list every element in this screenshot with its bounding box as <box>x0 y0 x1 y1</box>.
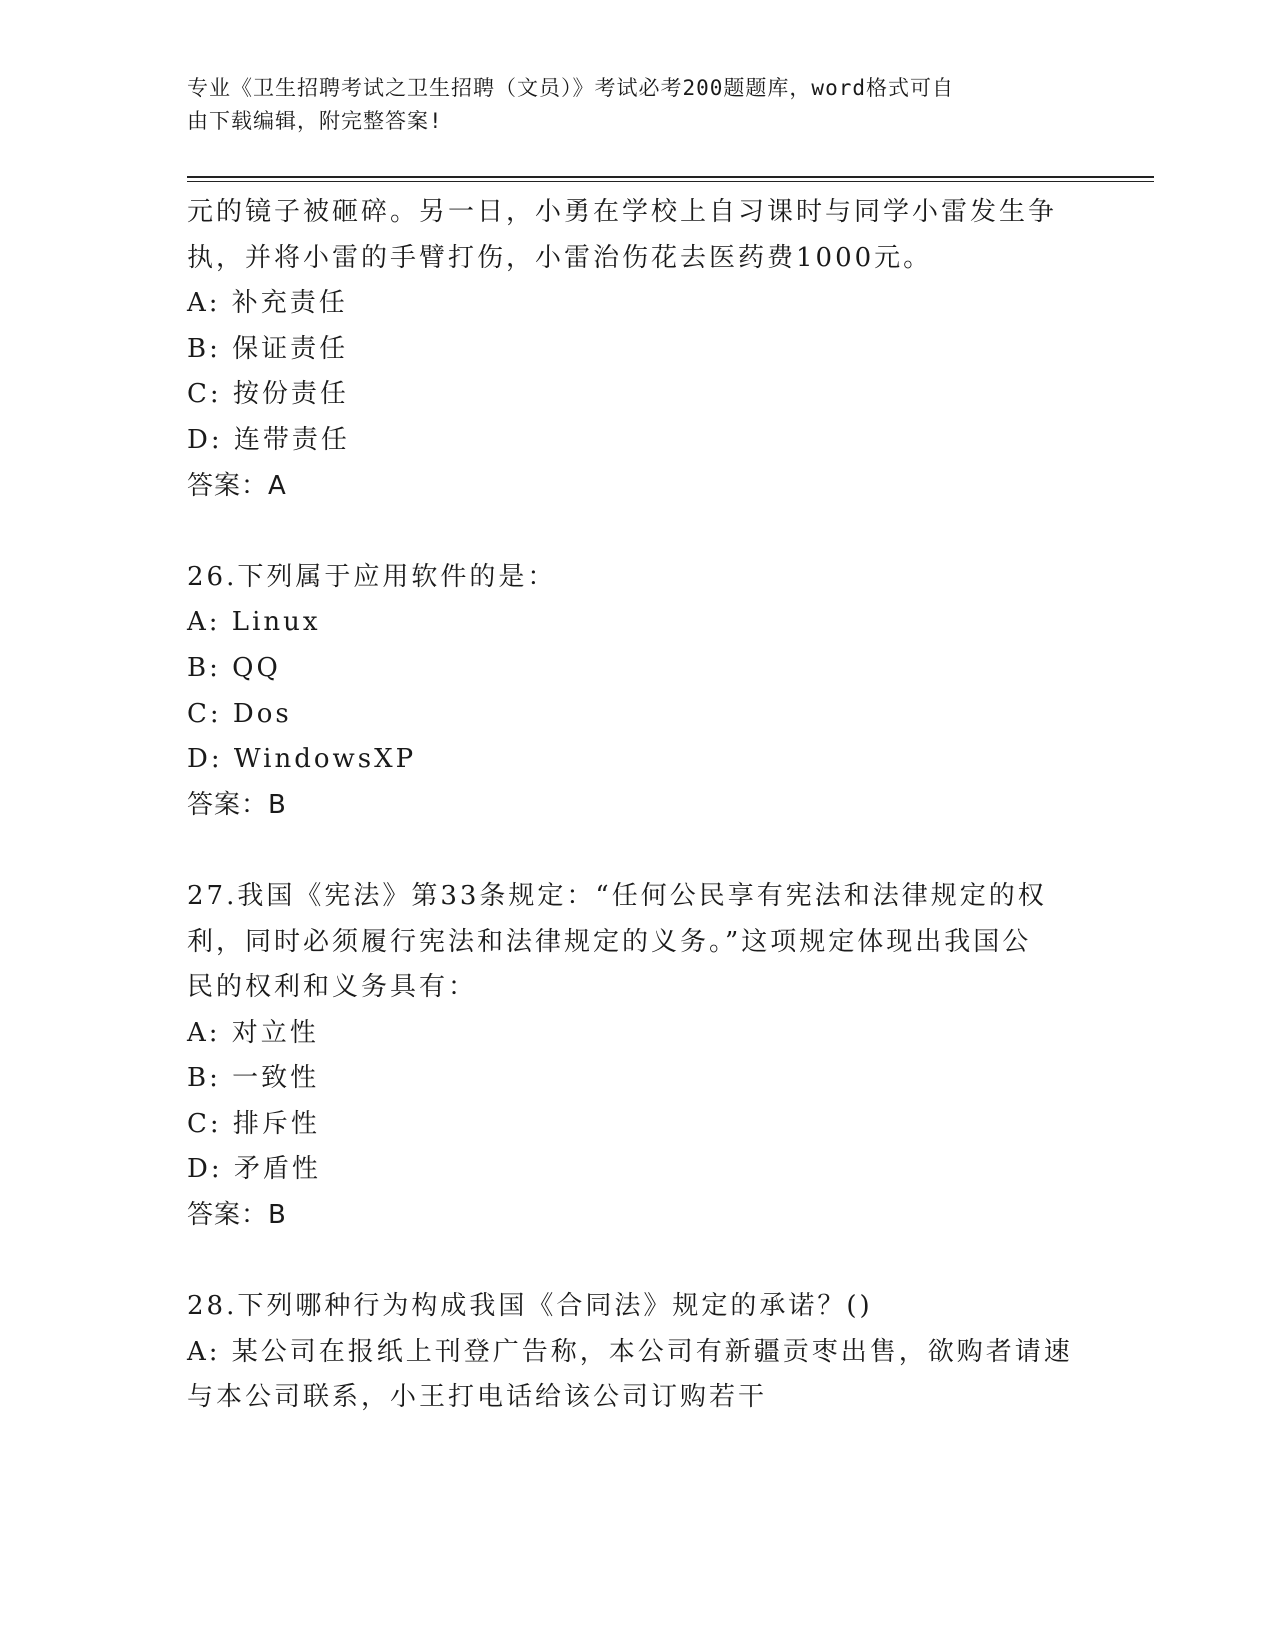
option-a-line: 与本公司联系，小王打电话给该公司订购若干 <box>187 1382 768 1413</box>
question-26 <box>187 555 1087 829</box>
spacer <box>187 828 1087 874</box>
question-25-continuation <box>187 190 1087 509</box>
option-c: C: 排斥性 <box>187 1108 320 1139</box>
option-d: D: 连带责任 <box>187 424 350 455</box>
header-line-2: 由下载编辑，附完整答案! <box>187 109 443 133</box>
question-stem: 26.下列属于应用软件的是： <box>187 561 557 592</box>
question-content <box>187 190 1087 1421</box>
header-rule-thin <box>187 181 1154 182</box>
question-stem-line: 元的镜子被砸碎。另一日，小勇在学校上自习课时与同学小雷发生争 <box>187 197 1058 227</box>
option-d: D: WindowsXP <box>187 744 417 775</box>
option-a: A: Linux <box>187 607 321 638</box>
option-d: D: 矛盾性 <box>187 1154 321 1185</box>
option-c: C: Dos <box>187 698 292 729</box>
question-28 <box>187 1284 1087 1421</box>
question-stem-line: 27.我国《宪法》第33条规定：“任何公民享有宪法和法律规定的权 <box>187 880 1047 911</box>
option-a: A: 补充责任 <box>187 288 348 319</box>
question-stem-line: 利，同时必须履行宪法和法律规定的义务。”这项规定体现出我国公 <box>187 926 1032 957</box>
question-stem: 28.下列哪种行为构成我国《合同法》规定的承诺？() <box>187 1291 873 1322</box>
option-b: B: 一致性 <box>187 1063 320 1094</box>
page-header <box>187 72 1067 138</box>
answer: 答案：B <box>187 1200 287 1231</box>
question-stem-line: 民的权利和义务具有： <box>187 972 478 1003</box>
question-27 <box>187 874 1087 1239</box>
option-a-line: A: 某公司在报纸上刊登广告称，本公司有新疆贡枣出售，欲购者请速 <box>187 1336 1073 1367</box>
option-b: B: QQ <box>187 652 281 683</box>
option-c: C: 按份责任 <box>187 379 349 410</box>
spacer <box>187 509 1087 555</box>
header-line-1: 专业《卫生招聘考试之卫生招聘（文员）》考试必考200题题库，word格式可自 <box>187 76 954 100</box>
answer: 答案：B <box>187 789 287 820</box>
option-a: A: 对立性 <box>187 1017 319 1048</box>
question-stem-line: 执，并将小雷的手臂打伤，小雷治伤花去医药费1000元。 <box>187 242 933 273</box>
header-rule-thick <box>187 176 1154 178</box>
option-b: B: 保证责任 <box>187 333 349 364</box>
answer: 答案：A <box>187 470 287 501</box>
spacer <box>187 1239 1087 1285</box>
